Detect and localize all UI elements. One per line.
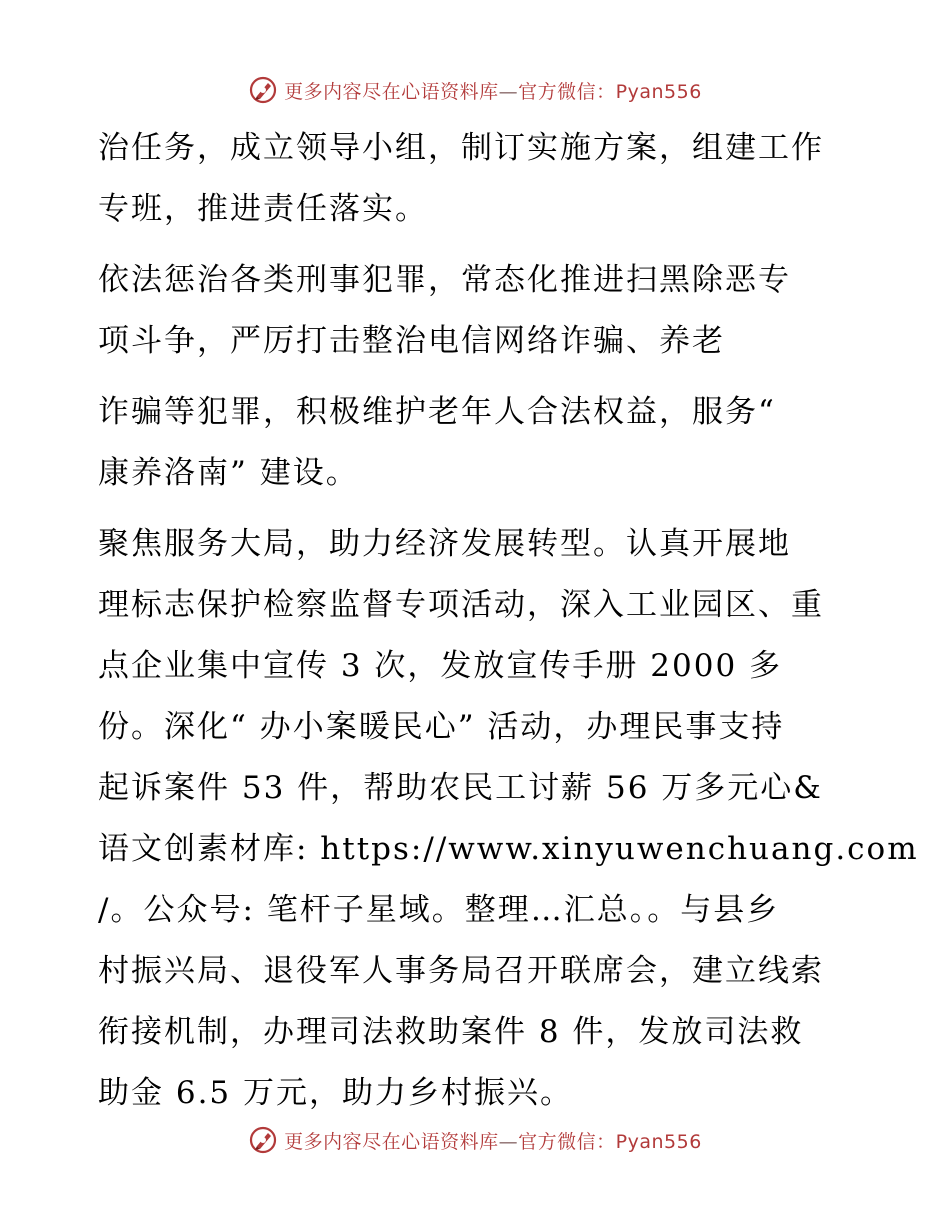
text-line: 点企业集中宣传 3 次，发放宣传手册 2000 多 <box>98 648 783 684</box>
paragraph <box>98 514 919 1124</box>
footer-banner-text: 更多内容尽在心语资料库—官方微信：Pyan556 <box>284 1130 702 1153</box>
text-line: 起诉案件 53 件，帮助农民工讨薪 56 万多元心& <box>98 770 823 806</box>
text-line: 衔接机制，办理司法救助案件 8 件，发放司法救 <box>98 1014 804 1050</box>
text-line: 专班，推进责任落实。 <box>98 191 428 227</box>
text-line: 诈骗等犯罪，积极维护老年人合法权益，服务“ <box>98 394 776 430</box>
text-line: 治任务，成立领导小组，制订实施方案，组建工作 <box>98 130 824 166</box>
pen-logo-icon <box>248 1125 278 1155</box>
paragraph <box>98 382 858 504</box>
text-line: /。公众号: 笔杆子星域。整理…汇总。。与县乡 <box>98 892 780 928</box>
paragraph <box>98 250 858 372</box>
text-line: 村振兴局、退役军人事务局召开联席会，建立线索 <box>98 953 824 989</box>
text-line: 份。深化“ 办小案暖民心” 活动，办理民事支持 <box>98 709 785 745</box>
text-line: 康养洛南” 建设。 <box>98 455 359 491</box>
footer-banner <box>0 1120 950 1160</box>
text-line: 聚焦服务大局，助力经济发展转型。认真开展地 <box>98 526 791 562</box>
paragraph <box>98 118 858 240</box>
text-line: 依法惩治各类刑事犯罪，常态化推进扫黑除恶专 <box>98 262 791 298</box>
text-line: 理标志保护检察监督专项活动，深入工业园区、重 <box>98 587 824 623</box>
text-line: 助金 6.5 万元，助力乡村振兴。 <box>98 1075 574 1111</box>
header-banner <box>0 70 950 110</box>
pen-logo-icon <box>248 75 278 105</box>
text-line: 项斗争，严厉打击整治电信网络诈骗、养老 <box>98 323 725 359</box>
text-line: 语文创素材库: https://www.xinyuwenchuang.com <box>98 831 919 867</box>
document-body <box>98 118 919 1124</box>
header-banner-text: 更多内容尽在心语资料库—官方微信：Pyan556 <box>284 80 702 103</box>
